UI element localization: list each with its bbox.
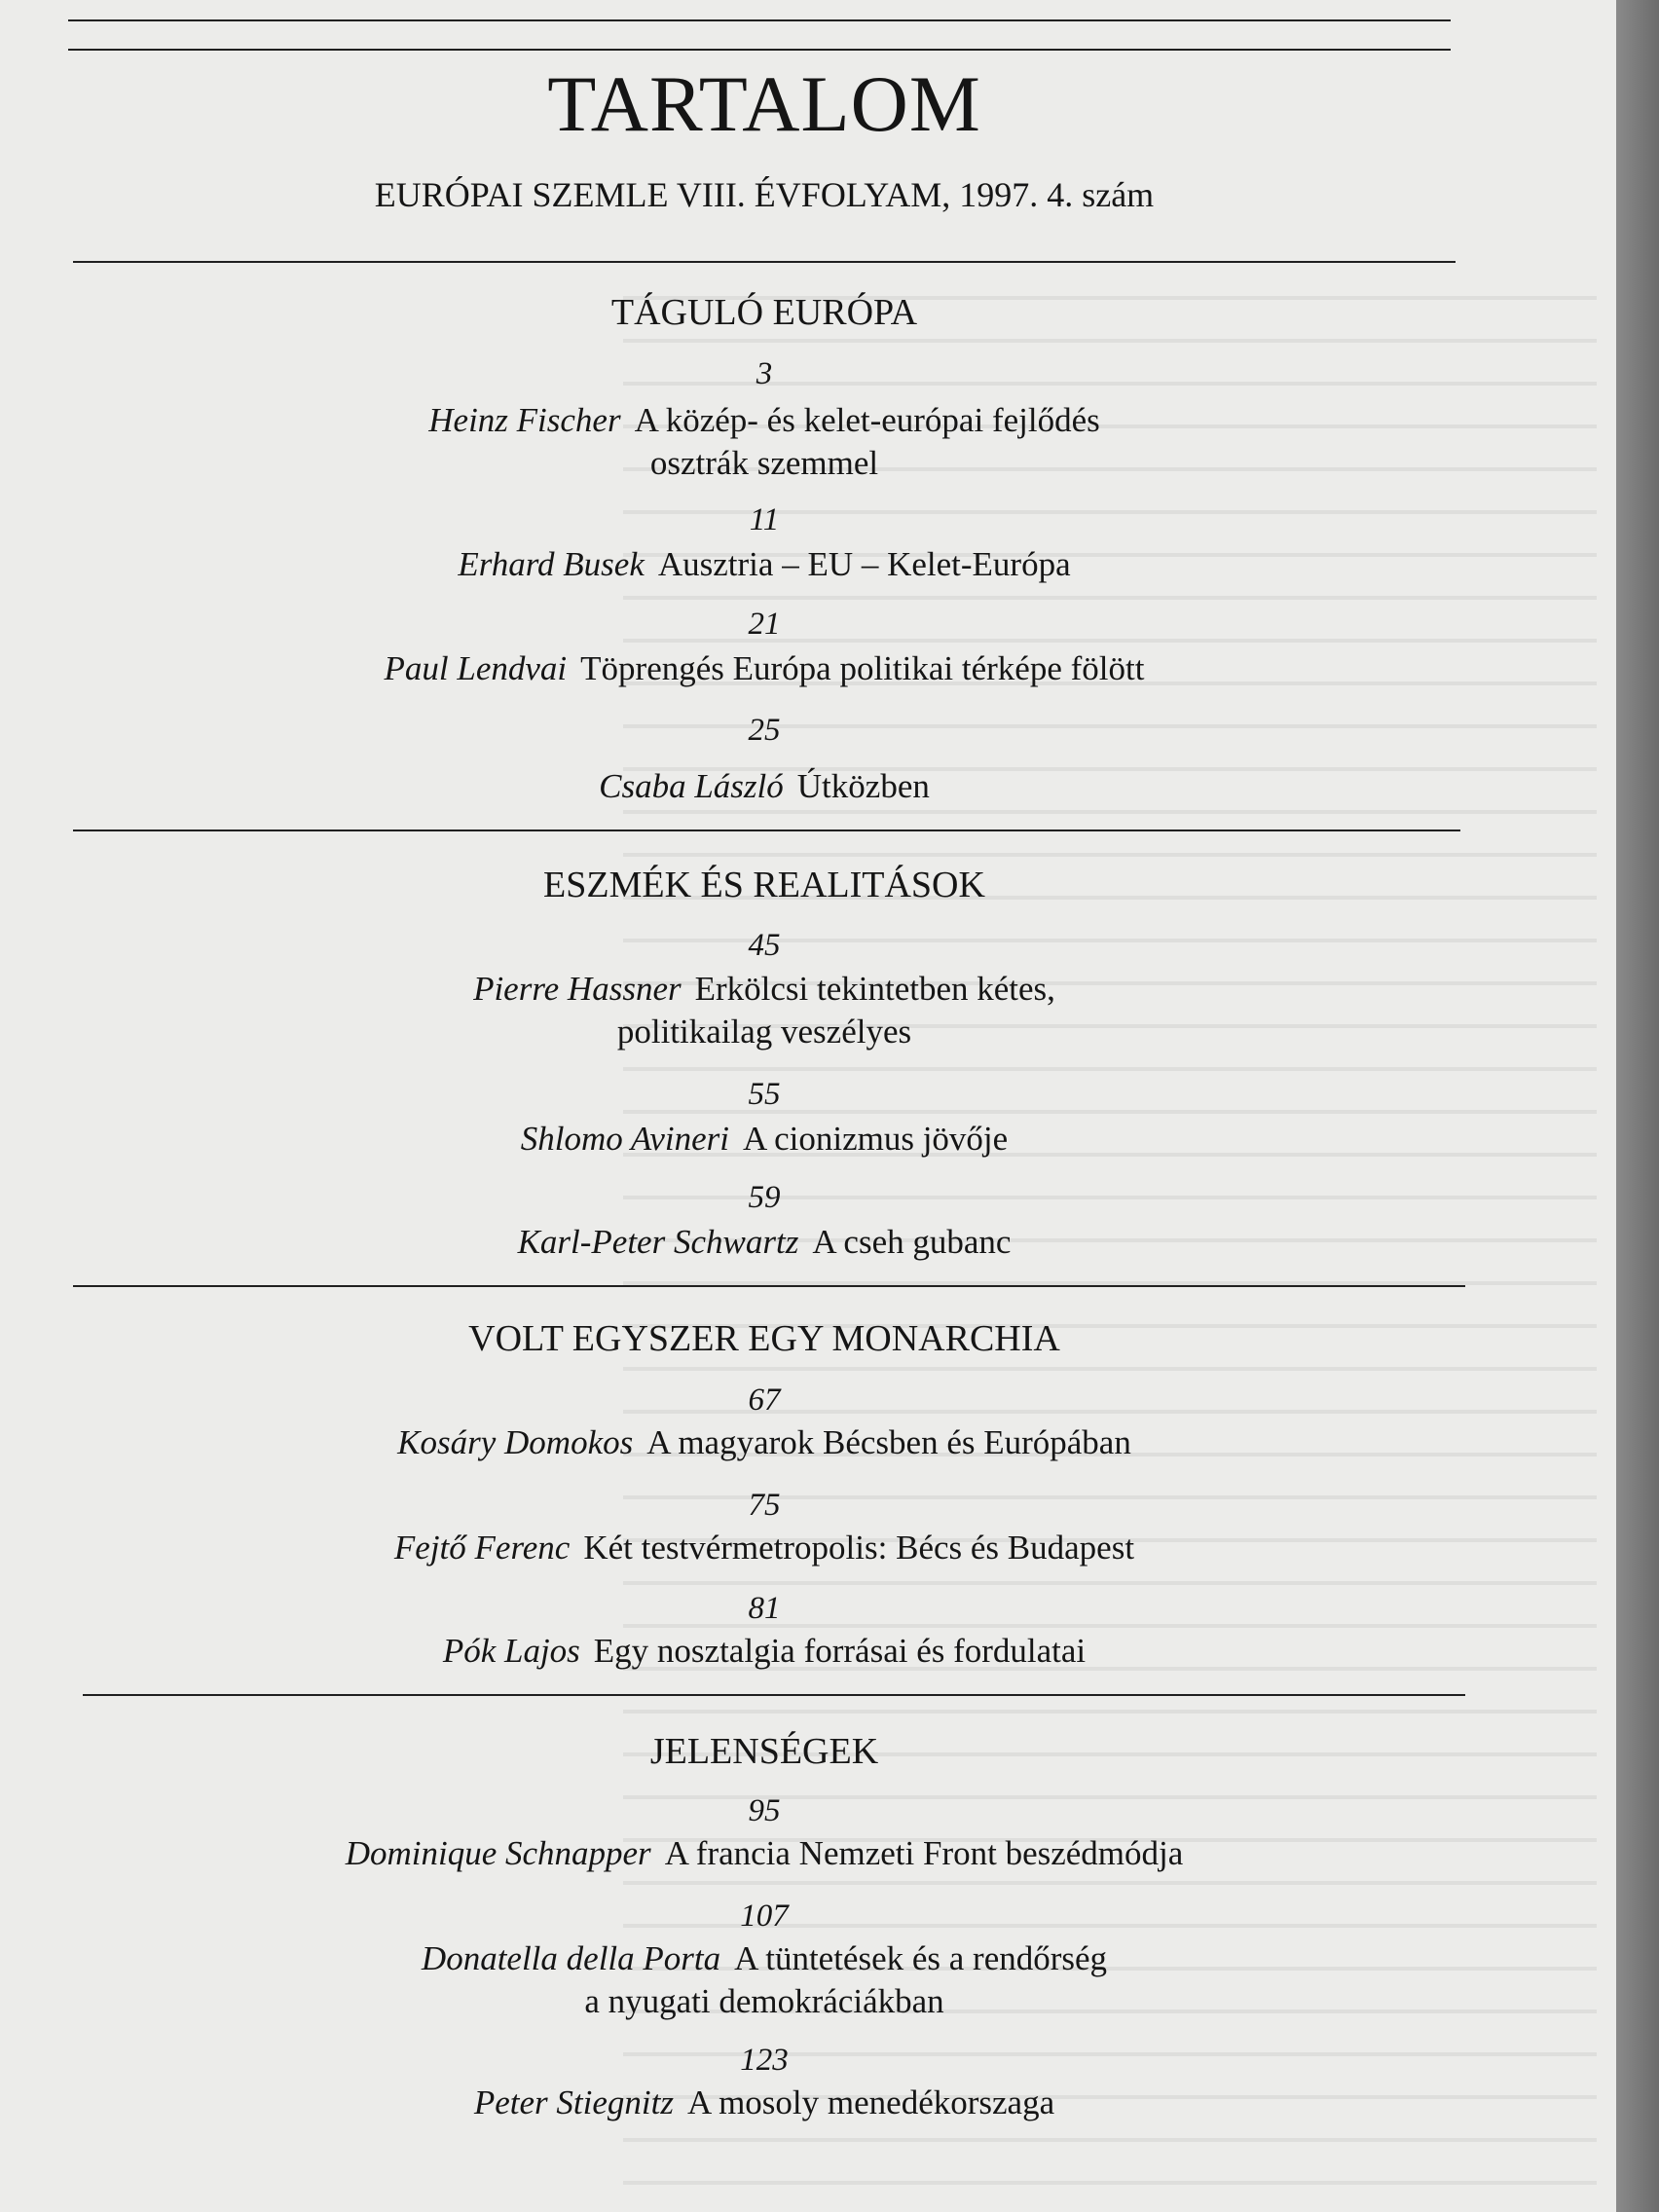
page-number: 21 — [748, 607, 781, 642]
author-name: Paul Lendvai — [384, 649, 568, 687]
page-title: TARTALOM — [547, 59, 981, 148]
article-title-continued: politikailag veszélyes — [616, 1013, 912, 1051]
page-number: 123 — [740, 2043, 789, 2078]
issue-subtitle: EURÓPAI SZEMLE VIII. ÉVFOLYAM, 1997. 4. szám — [374, 175, 1155, 214]
section-title: TÁGULÓ EURÓPA — [610, 292, 918, 333]
article-title: Egy nosztalgia forrásai és fordulatai — [593, 1632, 1087, 1670]
toc-entry[interactable] — [68, 647, 1460, 690]
article-title: A magyarok Bécsben és Európában — [646, 1423, 1131, 1461]
toc-entry[interactable] — [68, 399, 1460, 485]
toc-entry[interactable] — [68, 1937, 1460, 2023]
page-number: 59 — [748, 1180, 781, 1215]
author-name: Csaba László — [599, 767, 784, 805]
author-name: Peter Stiegnitz — [473, 2083, 674, 2121]
author-name: Kosáry Domokos — [397, 1423, 634, 1461]
article-title: Erkölcsi tekintetben kétes, — [694, 970, 1055, 1008]
toc-entry[interactable] — [68, 1527, 1460, 1569]
section-title: ESZMÉK ÉS REALITÁSOK — [543, 865, 985, 905]
page-number: 95 — [748, 1793, 781, 1828]
page-number: 55 — [748, 1077, 781, 1112]
author-name: Pók Lajos — [442, 1632, 580, 1670]
page-number: 67 — [748, 1382, 781, 1418]
author-name: Pierre Hassner — [473, 970, 682, 1008]
author-name: Shlomo Avineri — [520, 1120, 729, 1158]
article-title-continued: a nyugati demokráciákban — [584, 1982, 944, 2020]
article-title: Útközben — [796, 767, 930, 805]
article-title: A tüntetések és a rendőrség — [734, 1939, 1108, 1977]
page-number: 75 — [748, 1488, 781, 1523]
article-title: A francia Nemzeti Front beszédmódja — [664, 1834, 1184, 1872]
toc-entry[interactable] — [68, 1832, 1460, 1875]
article-title: A mosoly menedékorszaga — [686, 2083, 1055, 2121]
author-name: Donatella della Porta — [421, 1939, 721, 1977]
toc-entry[interactable] — [68, 1221, 1460, 1264]
page-number: 81 — [748, 1591, 781, 1626]
article-title: A közép- és kelet-európai fejlődés — [634, 401, 1100, 439]
section-title: VOLT EGYSZER EGY MONARCHIA — [468, 1318, 1060, 1359]
page-edge-shadow — [1616, 0, 1659, 2212]
page-number: 11 — [749, 502, 780, 537]
toc-entry[interactable] — [68, 1630, 1460, 1673]
article-title-continued: osztrák szemmel — [649, 444, 879, 482]
page-number: 107 — [740, 1899, 789, 1934]
subtitle-rule — [73, 261, 1456, 263]
page-number: 3 — [756, 356, 773, 391]
toc-entry[interactable] — [68, 543, 1460, 586]
toc-entry[interactable] — [68, 1421, 1460, 1464]
article-title: Két testvérmetropolis: Bécs és Budapest — [583, 1529, 1135, 1567]
author-name: Erhard Busek — [458, 545, 645, 583]
author-name: Heinz Fischer — [428, 401, 621, 439]
section-rule — [73, 1285, 1465, 1287]
top-rule — [68, 19, 1451, 21]
author-name: Dominique Schnapper — [345, 1834, 651, 1872]
article-title: A cionizmus jövője — [743, 1120, 1009, 1158]
article-title: A cseh gubanc — [812, 1223, 1012, 1261]
toc-entry[interactable] — [68, 2082, 1460, 2124]
toc-entry[interactable] — [68, 968, 1460, 1053]
header-rule — [68, 49, 1451, 51]
author-name: Karl-Peter Schwartz — [517, 1223, 799, 1261]
toc-entry[interactable] — [68, 1118, 1460, 1161]
article-title: Töprengés Európa politikai térképe fölött — [580, 649, 1145, 687]
table-of-contents — [68, 0, 1460, 2212]
toc-entry[interactable] — [68, 765, 1460, 808]
article-title: Ausztria – EU – Kelet-Európa — [657, 545, 1071, 583]
section-title: JELENSÉGEK — [649, 1731, 879, 1772]
section-rule — [73, 830, 1460, 831]
page-number: 25 — [748, 713, 781, 748]
section-rule — [83, 1694, 1465, 1696]
page-number: 45 — [748, 928, 781, 963]
author-name: Fejtő Ferenc — [393, 1529, 571, 1567]
